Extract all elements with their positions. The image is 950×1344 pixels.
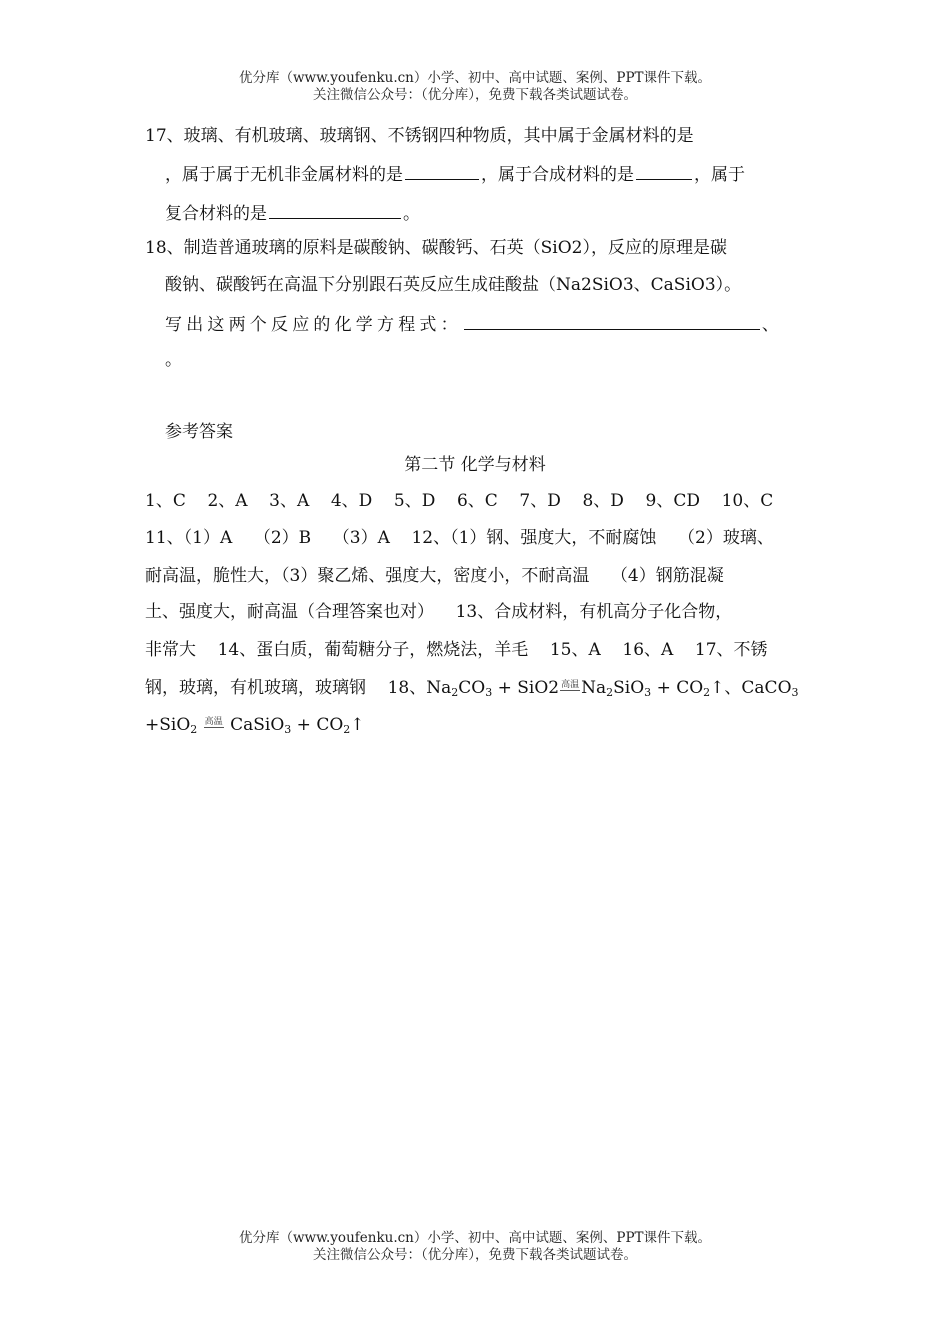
q17-text: ，属于属于无机非金属材料的是 xyxy=(165,165,403,185)
answers-heading: 参考答案 xyxy=(165,422,233,442)
equation-text: + SiO2 xyxy=(492,678,560,698)
answer-blank xyxy=(636,161,692,180)
q17-text: 复合材料的是 xyxy=(165,204,267,224)
answer-blank xyxy=(405,161,479,180)
section-title: 第二节 化学与材料 xyxy=(404,455,546,475)
subscript: 2 xyxy=(190,723,198,736)
subscript: 2 xyxy=(343,723,351,736)
subscript: 2 xyxy=(606,686,614,699)
page-header xyxy=(0,70,950,104)
answers-row-4: 土、强度大，耐高温（合理答案也对） 13、合成材料，有机高分子化合物， xyxy=(145,602,733,622)
subscript: 2 xyxy=(451,686,459,699)
q18-line-4: 。 xyxy=(165,350,182,370)
subscript: 3 xyxy=(791,686,799,699)
q18-line-3 xyxy=(165,311,779,337)
answer-blank xyxy=(464,311,760,330)
equation-text: +SiO xyxy=(145,715,191,735)
reaction-condition: 高温 xyxy=(561,680,580,690)
q18-line-1: 18、制造普通玻璃的原料是碳酸钠、碳酸钙、石英（SiO2），反应的原理是碳 xyxy=(145,238,727,258)
answers-row-6 xyxy=(145,676,799,700)
q17-line-2 xyxy=(165,161,745,187)
answer-blank xyxy=(269,200,401,219)
equation-text: 钢，玻璃，有机玻璃，玻璃钢 18、Na xyxy=(145,678,452,698)
equation-text: + CO xyxy=(291,715,344,735)
answers-row-7 xyxy=(145,713,365,737)
equation-text: ↑ xyxy=(350,715,365,735)
equation-text: SiO xyxy=(613,678,645,698)
header-line-2: 关注微信公众号：（优分库），免费下载各类试题试卷。 xyxy=(313,87,637,103)
footer-line-2: 关注微信公众号：（优分库），免费下载各类试题试卷。 xyxy=(313,1247,637,1263)
equation-text: + CO xyxy=(651,678,704,698)
q17-text: ，属于 xyxy=(694,165,745,185)
answers-row-5: 非常大 14、蛋白质，葡萄糖分子，燃烧法，羊毛 15、A 16、A 17、不锈 xyxy=(145,640,768,660)
equation-text: ↑、CaCO xyxy=(710,678,792,698)
reaction-condition: 高温 xyxy=(204,717,223,727)
footer-line-1: 优分库（www.youfenku.cn）小学、初中、高中试题、案例、PPT课件下载。 xyxy=(238,1230,712,1246)
page-footer xyxy=(0,1230,950,1264)
q17-text: 。 xyxy=(403,204,420,224)
subscript: 3 xyxy=(644,686,652,699)
equation-text: CO xyxy=(458,678,486,698)
q17-line-3 xyxy=(165,200,420,226)
answers-row-1: 1、C 2、A 3、A 4、D 5、D 6、C 7、D 8、D 9、CD 10、C xyxy=(145,491,774,511)
subscript: 3 xyxy=(485,686,493,699)
header-line-1: 优分库（www.youfenku.cn）小学、初中、高中试题、案例、PPT课件下载。 xyxy=(238,70,712,86)
answers-row-2: 11、（1）A （2）B （3）A 12、（1）钢、强度大，不耐腐蚀 （2）玻璃、 xyxy=(145,528,774,548)
answers-row-3: 耐高温，脆性大，（3）聚乙烯、强度大，密度小，不耐高温 （4）钢筋混凝 xyxy=(145,566,724,586)
equation-text: Na xyxy=(581,678,607,698)
subscript: 3 xyxy=(284,723,292,736)
q18-text: 、 xyxy=(761,315,779,335)
q17-text: ，属于合成材料的是 xyxy=(481,165,634,185)
q18-line-2: 酸钠、碳酸钙在高温下分别跟石英反应生成硅酸盐（Na2SiO3、CaSiO3）。 xyxy=(165,275,742,295)
q18-text: 写出这两个反应的化学方程式： xyxy=(165,315,462,335)
equation-text: CaSiO xyxy=(224,715,285,735)
subscript: 2 xyxy=(703,686,711,699)
q17-line-1: 17、玻璃、有机玻璃、玻璃钢、不锈钢四种物质，其中属于金属材料的是 xyxy=(145,126,694,146)
